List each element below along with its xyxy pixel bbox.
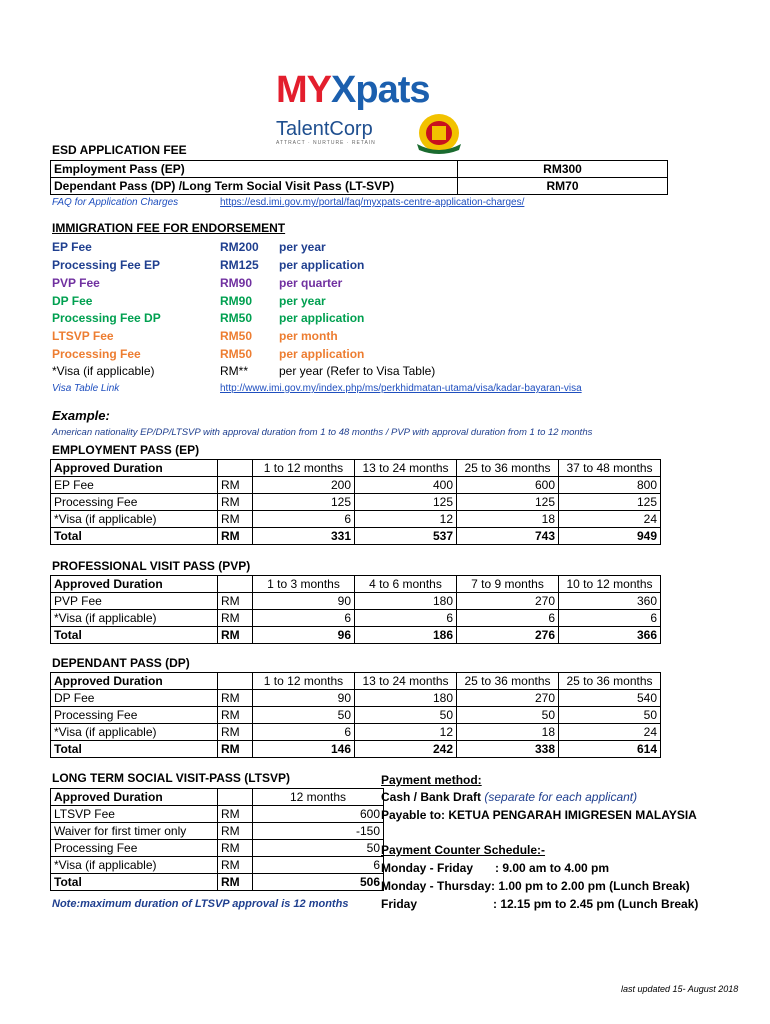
talentcorp-logo xyxy=(276,118,376,146)
table-row xyxy=(51,857,384,874)
example-heading: Example: xyxy=(52,408,110,423)
fee-label: Processing Fee EP xyxy=(52,258,161,272)
value-cell: 600 xyxy=(253,806,384,823)
row-label: PVP Fee xyxy=(51,593,218,610)
schedule-day: Monday - Friday xyxy=(381,861,474,875)
schedule-heading: Payment Counter Schedule:- xyxy=(381,843,546,857)
value-cell: 270 xyxy=(457,593,559,610)
table-row xyxy=(51,178,668,195)
column-header: 7 to 9 months xyxy=(457,576,559,593)
schedule-time: : 9.00 am to 4.00 pm xyxy=(495,861,610,875)
fee-amount: RM90 xyxy=(220,294,253,308)
schedule-time: : 12.15 pm to 2.45 pm (Lunch Break) xyxy=(493,897,699,911)
fee-period: per application xyxy=(279,258,365,272)
unit-cell: RM xyxy=(218,494,253,511)
unit-cell: RM xyxy=(218,823,253,840)
value-cell: 90 xyxy=(253,690,355,707)
value-cell: 50 xyxy=(253,707,355,724)
duration-header: Approved Duration xyxy=(51,673,218,690)
total-cell: 242 xyxy=(355,741,457,758)
payment-heading: Payment method: xyxy=(381,773,482,787)
spacer-cell xyxy=(218,576,253,593)
payment-method xyxy=(381,790,637,804)
value-cell: 180 xyxy=(355,593,457,610)
value-cell: -150 xyxy=(253,823,384,840)
table-row xyxy=(51,477,661,494)
fee-period: per year xyxy=(279,294,326,308)
faq-link[interactable]: https://esd.imi.gov.my/portal/faq/myxpats-centre-application-charges/ xyxy=(220,197,525,208)
unit-cell: RM xyxy=(218,857,253,874)
unit-cell: RM xyxy=(218,627,253,644)
immigration-crest-icon xyxy=(414,112,464,157)
fee-period: per quarter xyxy=(279,276,343,290)
fee-label: Processing Fee xyxy=(52,347,141,361)
fee-amount: RM90 xyxy=(220,276,253,290)
fee-period: per month xyxy=(279,329,338,343)
unit-cell: RM xyxy=(218,741,253,758)
table-row xyxy=(51,494,661,511)
ltsvp-note: Note:maximum duration of LTSVP approval is 12 months xyxy=(52,898,349,910)
duration-header: Approved Duration xyxy=(51,789,218,806)
ltsvp-table-title: LONG TERM SOCIAL VISIT-PASS (LTSVP) xyxy=(52,771,291,785)
fee-amount: RM200 xyxy=(220,240,259,254)
visa-table-label: Visa Table Link xyxy=(52,383,120,394)
total-cell: 276 xyxy=(457,627,559,644)
unit-cell: RM xyxy=(218,610,253,627)
schedule-day: Monday - Thursday: xyxy=(381,879,496,893)
column-header: 25 to 36 months xyxy=(457,673,559,690)
faq-label: FAQ for Application Charges xyxy=(52,197,179,208)
row-label: EP Fee xyxy=(51,477,218,494)
esd-label-ep: Employment Pass (EP) xyxy=(51,161,458,178)
value-cell: 125 xyxy=(355,494,457,511)
total-cell: 614 xyxy=(559,741,661,758)
ep-table-title: EMPLOYMENT PASS (EP) xyxy=(52,443,200,457)
fee-amount: RM125 xyxy=(220,258,259,272)
unit-cell: RM xyxy=(218,690,253,707)
value-cell: 400 xyxy=(355,477,457,494)
unit-cell: RM xyxy=(218,528,253,545)
column-header: 13 to 24 months xyxy=(355,673,457,690)
total-cell: 338 xyxy=(457,741,559,758)
fee-label: EP Fee xyxy=(52,240,92,254)
table-row xyxy=(51,610,661,627)
row-label: Total xyxy=(51,528,218,545)
fee-label: LTSVP Fee xyxy=(52,329,114,343)
total-cell: 146 xyxy=(253,741,355,758)
fee-label: Processing Fee DP xyxy=(52,311,161,325)
value-cell: 18 xyxy=(457,724,559,741)
talentcorp-tagline: ATTRACT · NURTURE · RETAIN xyxy=(276,140,376,146)
esd-value-dp: RM70 xyxy=(458,178,668,195)
total-cell: 537 xyxy=(355,528,457,545)
table-row xyxy=(51,511,661,528)
row-label: Processing Fee xyxy=(51,494,218,511)
value-cell: 6 xyxy=(253,857,384,874)
esd-fee-table xyxy=(50,160,668,195)
myxpats-logo xyxy=(276,68,430,112)
value-cell: 6 xyxy=(457,610,559,627)
unit-cell: RM xyxy=(218,593,253,610)
row-label: LTSVP Fee xyxy=(51,806,218,823)
table-row xyxy=(51,789,384,806)
ep-table xyxy=(50,459,661,545)
value-cell: 12 xyxy=(355,724,457,741)
value-cell: 50 xyxy=(559,707,661,724)
value-cell: 90 xyxy=(253,593,355,610)
total-row xyxy=(51,528,661,545)
fee-period: per application xyxy=(279,311,365,325)
row-label: *Visa (if applicable) xyxy=(51,724,218,741)
value-cell: 180 xyxy=(355,690,457,707)
value-cell: 200 xyxy=(253,477,355,494)
esd-value-ep: RM300 xyxy=(458,161,668,178)
row-label: Total xyxy=(51,874,218,891)
column-header: 37 to 48 months xyxy=(559,460,661,477)
column-header: 12 months xyxy=(253,789,384,806)
dp-table-title: DEPENDANT PASS (DP) xyxy=(52,656,190,670)
unit-cell: RM xyxy=(218,840,253,857)
table-row xyxy=(51,840,384,857)
table-row xyxy=(51,806,384,823)
total-cell: 949 xyxy=(559,528,661,545)
unit-cell: RM xyxy=(218,477,253,494)
value-cell: 12 xyxy=(355,511,457,528)
payment-method-text: Cash / Bank Draft xyxy=(381,790,482,804)
talentcorp-name: TalentCorp xyxy=(276,118,373,140)
table-row xyxy=(51,161,668,178)
unit-cell: RM xyxy=(218,707,253,724)
fee-amount: RM50 xyxy=(220,329,253,343)
value-cell: 24 xyxy=(559,724,661,741)
payable-to: Payable to: KETUA PENGARAH IMIGRESEN MALAYSIA xyxy=(381,808,697,822)
fee-period: per year xyxy=(279,240,326,254)
duration-header: Approved Duration xyxy=(51,576,218,593)
table-row xyxy=(51,673,661,690)
unit-cell: RM xyxy=(218,806,253,823)
example-note: American nationality EP/DP/LTSVP with approval duration from 1 to 48 months / PVP with approval duration from 1 to 12 months xyxy=(52,427,593,438)
row-label: Processing Fee xyxy=(51,707,218,724)
column-header: 1 to 12 months xyxy=(253,673,355,690)
esd-label-dp: Dependant Pass (DP) /Long Term Social Visit Pass (LT-SVP) xyxy=(51,178,458,195)
value-cell: 600 xyxy=(457,477,559,494)
ltsvp-table xyxy=(50,788,384,891)
table-row xyxy=(51,707,661,724)
value-cell: 540 xyxy=(559,690,661,707)
schedule-row xyxy=(381,879,721,893)
unit-cell: RM xyxy=(218,874,253,891)
dp-table xyxy=(50,672,661,758)
total-row xyxy=(51,627,661,644)
logo-part-pats: pats xyxy=(355,69,430,111)
pvp-table xyxy=(50,575,661,644)
column-header: 1 to 3 months xyxy=(253,576,355,593)
row-label: DP Fee xyxy=(51,690,218,707)
table-row xyxy=(51,724,661,741)
total-cell: 506 xyxy=(253,874,384,891)
table-row xyxy=(51,460,661,477)
row-label: *Visa (if applicable) xyxy=(51,610,218,627)
table-row xyxy=(51,690,661,707)
value-cell: 24 xyxy=(559,511,661,528)
value-cell: 800 xyxy=(559,477,661,494)
row-label: Processing Fee xyxy=(51,840,218,857)
total-cell: 96 xyxy=(253,627,355,644)
schedule-day: Friday xyxy=(381,897,418,911)
value-cell: 6 xyxy=(559,610,661,627)
column-header: 1 to 12 months xyxy=(253,460,355,477)
fee-amount: RM50 xyxy=(220,311,253,325)
payment-method-note: (separate for each applicant) xyxy=(484,790,638,804)
total-row xyxy=(51,874,384,891)
value-cell: 6 xyxy=(253,511,355,528)
table-row xyxy=(51,593,661,610)
schedule-time: 1.00 pm to 2.00 pm (Lunch Break) xyxy=(498,879,690,893)
duration-header: Approved Duration xyxy=(51,460,218,477)
row-label: Waiver for first timer only xyxy=(51,823,218,840)
column-header: 25 to 36 months xyxy=(457,460,559,477)
value-cell: 125 xyxy=(253,494,355,511)
logo-part-x: X xyxy=(331,69,356,111)
column-header: 25 to 36 months xyxy=(559,673,661,690)
value-cell: 125 xyxy=(559,494,661,511)
fee-period: per year (Refer to Visa Table) xyxy=(279,364,436,378)
row-label: Total xyxy=(51,741,218,758)
spacer-cell xyxy=(218,460,253,477)
spacer-cell xyxy=(218,673,253,690)
value-cell: 125 xyxy=(457,494,559,511)
total-cell: 366 xyxy=(559,627,661,644)
column-header: 10 to 12 months xyxy=(559,576,661,593)
value-cell: 6 xyxy=(253,724,355,741)
fee-label: DP Fee xyxy=(52,294,93,308)
value-cell: 6 xyxy=(253,610,355,627)
fee-label: PVP Fee xyxy=(52,276,100,290)
fee-amount: RM** xyxy=(220,364,249,378)
column-header: 13 to 24 months xyxy=(355,460,457,477)
total-row xyxy=(51,741,661,758)
row-label: *Visa (if applicable) xyxy=(51,857,218,874)
row-label: *Visa (if applicable) xyxy=(51,511,218,528)
logo-part-my: MY xyxy=(276,69,331,111)
fee-period: per application xyxy=(279,347,365,361)
table-row xyxy=(51,823,384,840)
schedule-row xyxy=(381,897,721,911)
column-header: 4 to 6 months xyxy=(355,576,457,593)
value-cell: 50 xyxy=(253,840,384,857)
immigration-heading: IMMIGRATION FEE FOR ENDORSEMENT xyxy=(52,221,286,235)
row-label: Total xyxy=(51,627,218,644)
schedule-row xyxy=(381,861,721,875)
visa-table-link[interactable]: http://www.imi.gov.my/index.php/ms/perkhidmatan-utama/visa/kadar-bayaran-visa xyxy=(220,383,582,394)
total-cell: 186 xyxy=(355,627,457,644)
value-cell: 360 xyxy=(559,593,661,610)
fee-amount: RM50 xyxy=(220,347,253,361)
unit-cell: RM xyxy=(218,511,253,528)
total-cell: 743 xyxy=(457,528,559,545)
last-updated: last updated 15- August 2018 xyxy=(621,984,739,994)
total-cell: 331 xyxy=(253,528,355,545)
pvp-table-title: PROFESSIONAL VISIT PASS (PVP) xyxy=(52,559,251,573)
value-cell: 6 xyxy=(355,610,457,627)
value-cell: 50 xyxy=(355,707,457,724)
spacer-cell xyxy=(218,789,253,806)
value-cell: 270 xyxy=(457,690,559,707)
unit-cell: RM xyxy=(218,724,253,741)
esd-heading: ESD APPLICATION FEE xyxy=(52,143,187,157)
table-row xyxy=(51,576,661,593)
value-cell: 18 xyxy=(457,511,559,528)
fee-label: *Visa (if applicable) xyxy=(52,364,155,378)
value-cell: 50 xyxy=(457,707,559,724)
